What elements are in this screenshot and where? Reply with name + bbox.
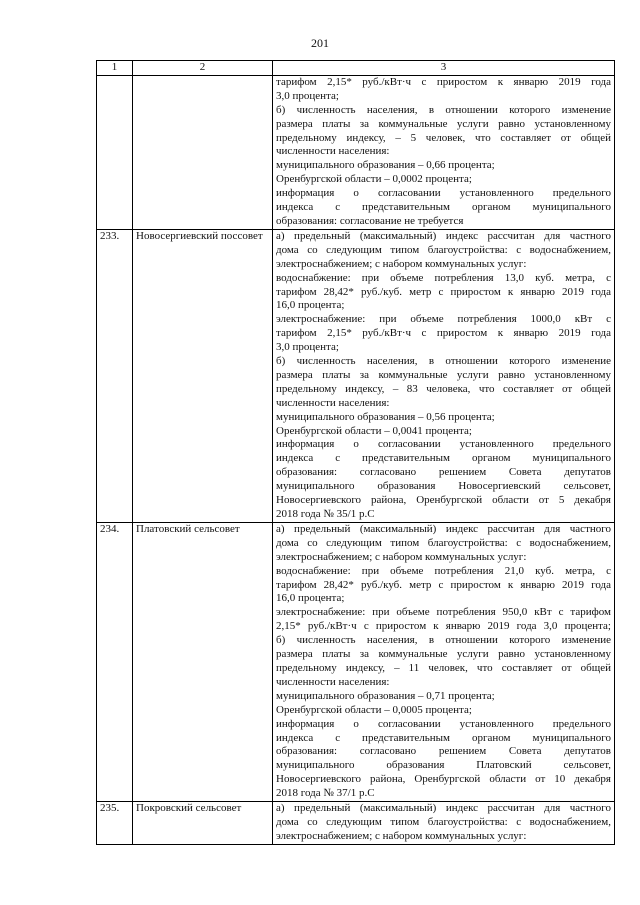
text-line: б) численность населения, в отношении которого изменение	[276, 355, 611, 368]
text-line: Новосергиевского района, Оренбургской области от 10 декабря	[276, 773, 611, 786]
text-line: Оренбургской области – 0,0005 процента;	[276, 703, 472, 716]
table-row	[97, 802, 615, 845]
text-line: электроснабжением; с набором коммунальных услуг:	[276, 829, 527, 842]
page-number: 201	[311, 36, 329, 50]
text-line: дома со следующим типом благоустройства: с водоснабжением,	[276, 536, 611, 549]
row-number	[97, 75, 133, 229]
text-line: а) предельный (максимальный) индекс рассчитан для частного	[276, 802, 611, 815]
text-line: образования: согласовано решением Совета депутатов	[276, 466, 611, 479]
column-header: 2	[133, 61, 273, 76]
text-line: Оренбургской области – 0,0041 процента;	[276, 424, 472, 437]
row-number: 234.	[97, 522, 133, 801]
text-line: водоснабжение: при объеме потребления 21,0 куб. метра, с	[276, 564, 611, 577]
text-line: муниципального образования – 0,71 процента;	[276, 689, 495, 702]
text-line: 2018 года № 35/1 р.С	[276, 508, 375, 520]
text-line: тарифом 2,15* руб./кВт·ч с приростом к январю 2019 года	[276, 327, 611, 340]
text-line: электроснабжением; с набором коммунальных услуг:	[276, 257, 527, 270]
text-line: численности населения:	[276, 145, 390, 158]
index-description	[273, 522, 615, 801]
text-line: Новосергиевского района, Оренбургской области от 5 декабря	[276, 494, 611, 507]
text-line: 2018 года № 37/1 р.С	[276, 787, 375, 800]
text-line: размера платы за коммунальные услуги равно установленному	[276, 117, 611, 130]
text-line: предельному индексу, – 11 человек, что составляет от общей	[276, 661, 611, 674]
text-line: численности населения:	[276, 396, 390, 409]
text-line: тарифом 28,42* руб./куб. метр с приростом к январю 2019 года	[276, 285, 611, 298]
text-line: 16,0 процента;	[276, 592, 345, 605]
text-line: численности населения:	[276, 675, 390, 688]
text-line: предельному индексу, – 5 человек, что составляет от общей	[276, 131, 611, 144]
table-header	[97, 61, 615, 76]
text-line: а) предельный (максимальный) индекс рассчитан для частного	[276, 522, 611, 535]
municipality-name: Покровский сельсовет	[133, 802, 273, 845]
text-line: Оренбургской области – 0,0002 процента;	[276, 173, 472, 186]
text-line: муниципального образования – 0,56 процента;	[276, 410, 495, 423]
text-line: информация о согласовании установленного предельного	[276, 187, 611, 200]
index-description	[273, 229, 615, 522]
text-line: размера платы за коммунальные услуги равно установленному	[276, 368, 611, 381]
municipality-name: Платовский сельсовет	[133, 522, 273, 801]
table-row	[97, 75, 615, 229]
text-line: образования: согласование не требуется	[276, 214, 464, 227]
document-table	[96, 60, 615, 845]
table-body	[97, 75, 615, 844]
column-header: 1	[97, 61, 133, 76]
municipality-name: Новосергиевский поссовет	[133, 229, 273, 522]
text-line: электроснабжение: при объеме потребления 1000,0 кВт с	[276, 313, 611, 326]
text-line: 16,0 процента;	[276, 299, 345, 312]
row-number: 235.	[97, 802, 133, 845]
text-line: дома со следующим типом благоустройства: с водоснабжением,	[276, 815, 611, 828]
text-line: предельному индексу, – 83 человека, что составляет от общей	[276, 382, 611, 395]
text-line: тарифом 28,42* руб./куб. метр с приростом к январю 2019 года	[276, 578, 611, 591]
text-line: информация о согласовании установленного предельного	[276, 717, 611, 730]
text-line: тарифом 2,15* руб./кВт·ч с приростом к январю 2019 года	[276, 75, 611, 88]
column-header: 3	[273, 61, 615, 76]
text-line: 3,0 процента;	[276, 341, 339, 354]
text-line: муниципального образования Новосергиевский сельсовет,	[276, 480, 611, 493]
text-line: муниципального образования – 0,66 процента;	[276, 159, 495, 172]
table-row	[97, 522, 615, 801]
municipality-name	[133, 75, 273, 229]
text-line: 3,0 процента;	[276, 89, 339, 102]
text-line: индекса с представительным органом муниципального	[276, 452, 611, 465]
text-line: индекса с представительным органом муниципального	[276, 731, 611, 744]
text-line: индекса с представительным органом муниципального	[276, 201, 611, 214]
text-line: электроснабжение: при объеме потребления 950,0 кВт с тарифом	[276, 606, 611, 619]
text-line: образования: согласовано решением Совета депутатов	[276, 745, 611, 758]
text-line: электроснабжением; с набором коммунальных услуг:	[276, 550, 527, 563]
text-line: б) численность населения, в отношении которого изменение	[276, 634, 611, 647]
row-number: 233.	[97, 229, 133, 522]
table-row	[97, 229, 615, 522]
text-line: б) численность населения, в отношении которого изменение	[276, 103, 611, 116]
index-description	[273, 802, 615, 845]
text-line: муниципального образования Платовский сельсовет,	[276, 759, 611, 772]
text-line: размера платы за коммунальные услуги равно установленному	[276, 648, 611, 661]
text-line: 2,15* руб./кВт·ч с приростом к январю 2019 года 3,0 процента;	[276, 620, 611, 633]
text-line: а) предельный (максимальный) индекс рассчитан для частного	[276, 229, 611, 242]
index-description	[273, 75, 615, 229]
text-line: дома со следующим типом благоустройства: с водоснабжением,	[276, 243, 611, 256]
text-line: водоснабжение: при объеме потребления 13,0 куб. метра, с	[276, 271, 611, 284]
text-line: информация о согласовании установленного предельного	[276, 438, 611, 451]
